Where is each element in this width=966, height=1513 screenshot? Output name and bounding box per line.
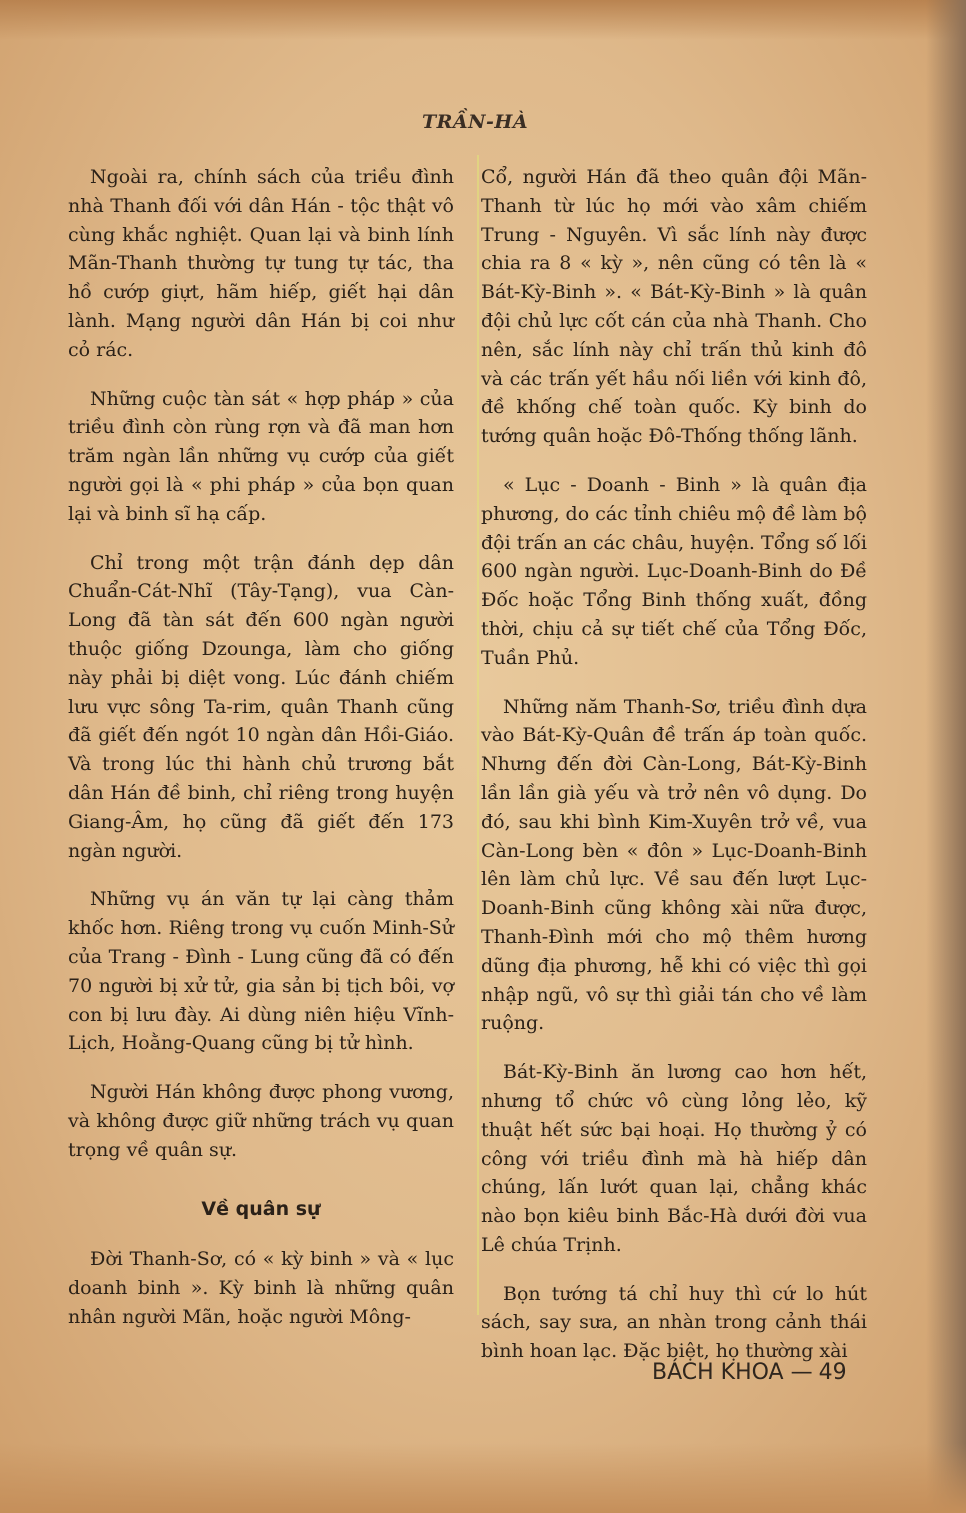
paragraph: Người Hán không được phong vương, và không được giữ những trách vụ quan trọng về quân sự. (68, 1081, 454, 1161)
page-footer (652, 1360, 882, 1385)
paragraph: Chỉ trong một trận đánh dẹp dân Chuẩn-Cát-Nhĩ (Tây-Tạng), vua Càn-Long đã tàn sát đến 600 ngàn người thuộc giống Dzounga, làm cho giống này phải bị diệt vong. Lúc đánh chiếm lưu vực sông Ta-rim, quân Thanh cũng đã giết đến ngót 10 ngàn dân Hồi-Giáo. Và trong lúc thi hành chủ trương bắt dân Hán đề binh, chỉ riêng trong huyện Giang-Âm, họ cũng đã giết đến 173 ngàn người. (68, 551, 454, 862)
paragraph: Bọn tướng tá chỉ huy thì cứ lo hút sách, say sưa, an nhàn trong cảnh thái bình hoan lạc. Đặc biệt, họ thường xài (481, 1282, 867, 1363)
section-heading: Về quân sự (201, 1197, 321, 1220)
column-divider (477, 155, 479, 1315)
paragraph: « Lục - Doanh - Binh » là quân địa phương, do các tỉnh chiêu mộ đề làm bộ đội trấn an các châu, huyện. Tổng số lối 600 ngàn người. Lục-Doanh-Binh do Đề Đốc hoặc Tổng Binh thống xuất, đồng thời, chịu cả sự tiết chế của Tổng Đốc, Tuần Phủ. (481, 473, 867, 669)
page-edge-top (0, 0, 966, 40)
page-number: 49 (818, 1360, 847, 1385)
left-column (68, 163, 454, 1352)
paragraph-continuation: Cổ, người Hán đã theo quân đội Mãn-Thanh từ lúc họ mới vào xâm chiếm Trung - Nguyên. Vì sắc lính này được chia ra 8 « kỳ », nên cũng có tên là « Bát-Kỳ-Binh ». « Bát-Kỳ-Binh » là quân đội chủ lực cốt cán của nhà Thanh. Cho nên, sắc lính này chỉ trấn thủ kinh đô và các trấn yết hầu nối liền với kinh đô, đề khống chế toàn quốc. Kỳ binh do tướng quân hoặc Đô-Thống thống lãnh. (481, 166, 867, 448)
right-column (481, 163, 867, 1386)
page-edge-bottom (0, 1443, 966, 1513)
running-title: TRẦN-HÀ (421, 111, 529, 133)
paragraph: Ngoài ra, chính sách của triều đình nhà Thanh đối với dân Hán - tộc thật vô cùng khắc nghiệt. Quan lại và binh lính Mãn-Thanh thường tự tung tự tác, tha hồ cướp giựt, hãm hiếp, giết hại dân lành. Mạng người dân Hán bị coi như cỏ rác. (68, 166, 454, 361)
paragraph: Những cuộc tàn sát « hợp pháp » của triều đình còn rùng rợn và đã man hơn trăm ngàn lần những vụ cướp của giết người gọi là « phi pháp » của bọn quan lại và binh sĩ hạ cấp. (68, 387, 454, 525)
paragraph: Những năm Thanh-Sơ, triều đình dựa vào Bát-Kỳ-Quân đề trấn áp toàn quốc. Nhưng đến đời Càn-Long, Bát-Kỳ-Binh lần lần già yếu và trở nên vô dụng. Do đó, sau khi bình Kim-Xuyên trở về, vua Càn-Long bèn « đôn » Lục-Doanh-Binh lên làm chủ lực. Về sau đến lượt Lục-Doanh-Binh cũng không xài nữa được, Thanh-Đình mới cho mộ thêm hương dũng địa phương, hễ khi có việc thì gọi nhập ngũ, vô sự thì giải tán cho về làm ruộng. (481, 695, 867, 1035)
page-edge-right (926, 0, 966, 1513)
paragraph: Bát-Kỳ-Binh ăn lương cao hơn hết, nhưng tổ chức vô cùng lỏng lẻo, kỹ thuật hết sức bại hoại. Họ thường ỷ có công với triều đình mà hà hiếp dân chúng, lấn lướt quan lại, chẳng khác nào bọn kiêu binh Bắc-Hà dưới đời vua Lê chúa Trịnh. (481, 1061, 867, 1256)
paragraph: Đời Thanh-Sơ, có « kỳ binh » và « lục doanh binh ». Kỳ binh là những quân nhân người Mãn, hoặc người Mông- (68, 1248, 454, 1328)
magazine-name: BÁCH KHOA — (652, 1360, 813, 1385)
paragraph: Những vụ án văn tự lại càng thảm khốc hơn. Riêng trong vụ cuốn Minh-Sử của Trang - Đình - Lung cũng đã có đến 70 người bị xử tử, gia sản bị tịch bôi, vợ con bị lưu đày. Ai dùng niên hiệu Vĩnh-Lịch, Hoằng-Quang cũng bị tử hình. (68, 888, 454, 1055)
